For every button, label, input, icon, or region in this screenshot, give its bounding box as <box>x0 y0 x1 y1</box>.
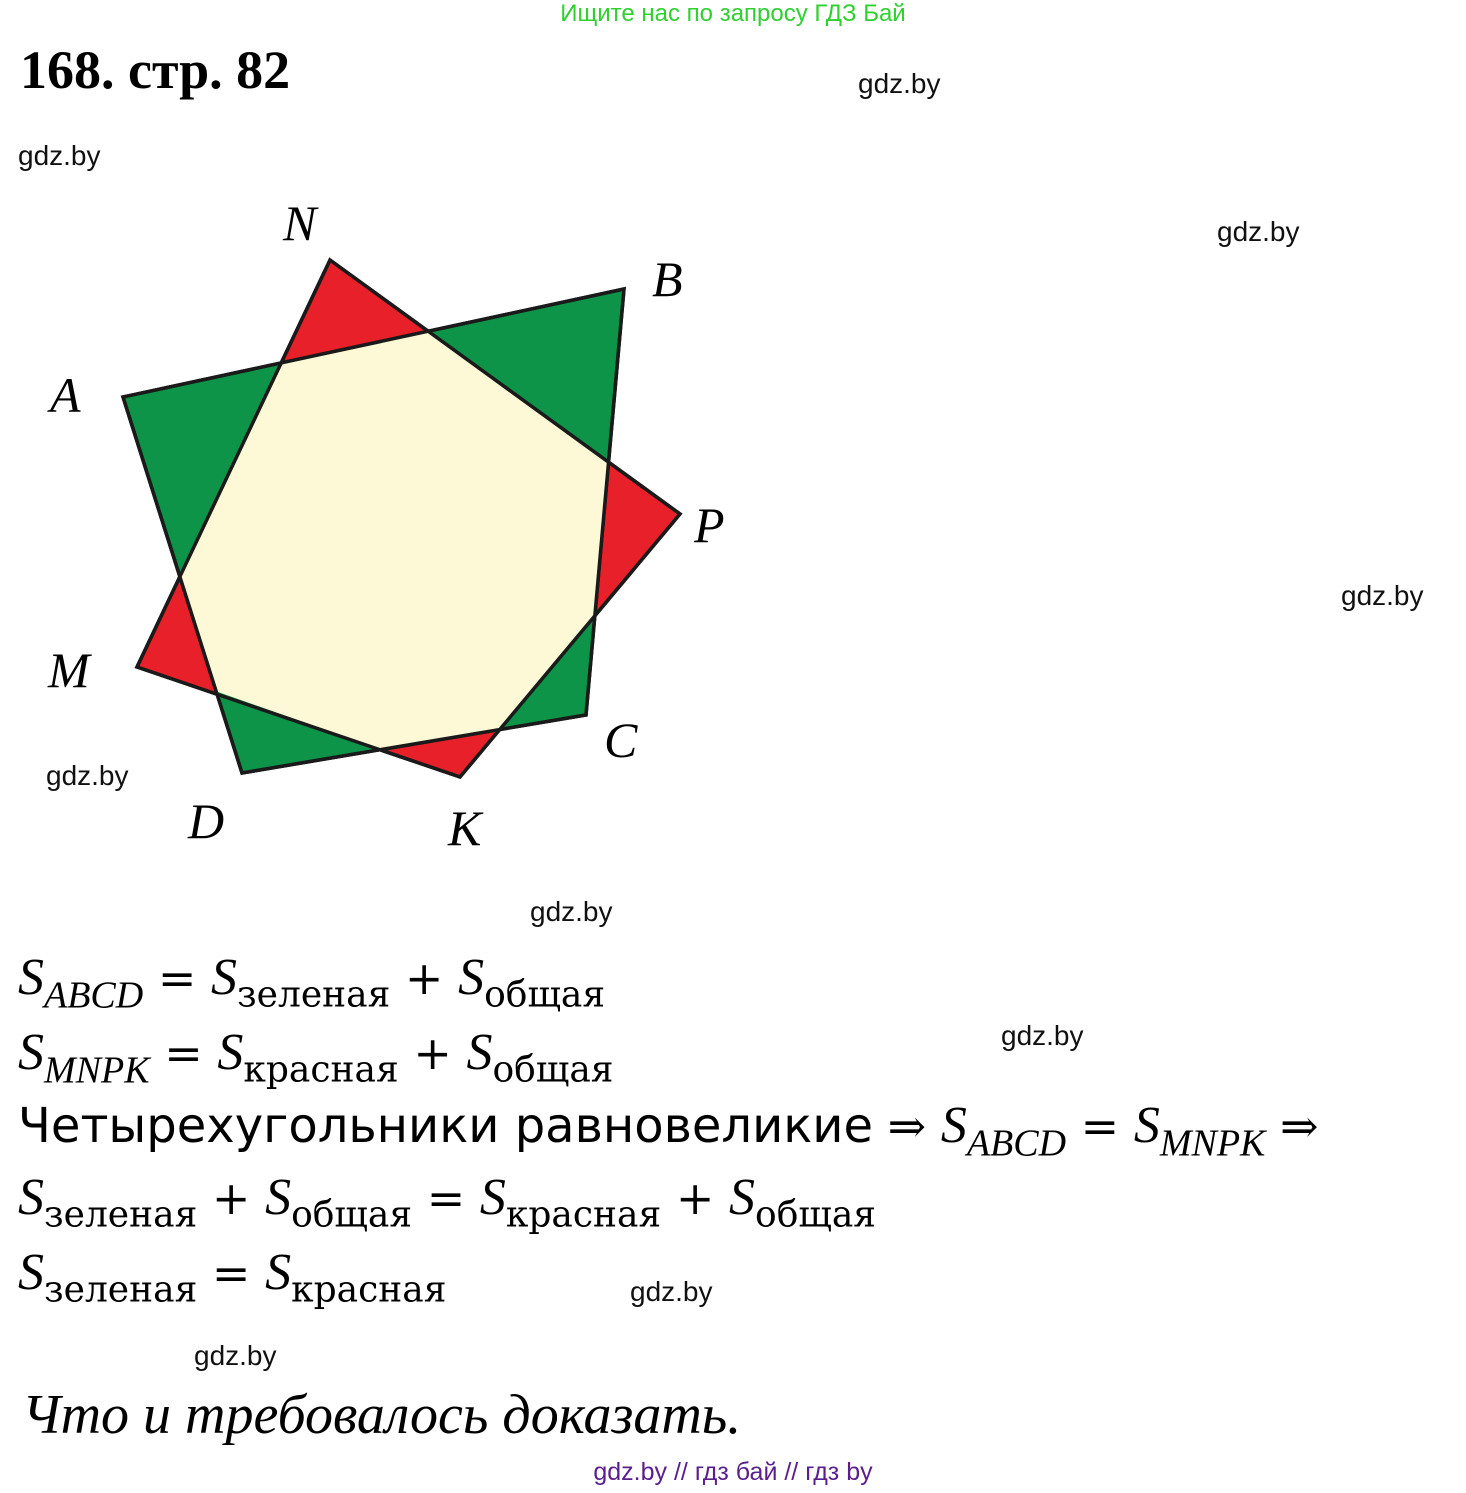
task-title: 168. стр. 82 <box>20 40 291 100</box>
formula-line-4: $S_{зеленая} + S_{общая} = S_{красная} + S_{общая}$ <box>18 1169 877 1236</box>
footer-links[interactable]: gdz.by // гдз бай // гдз by <box>593 1458 873 1486</box>
vertex-label-c: C <box>604 712 638 768</box>
vertex-label-a: A <box>50 367 81 423</box>
watermark: gdz.by <box>1217 216 1300 247</box>
vertex-label-k: K <box>448 800 482 856</box>
watermark: gdz.by <box>1341 580 1424 611</box>
vertex-label-n: N <box>283 195 317 251</box>
watermark: gdz.by <box>630 1276 713 1307</box>
formula-line-1: $S_{ABCD} = S_{зеленая} + S_{общая}$ <box>18 949 606 1017</box>
quadrilaterals-figure <box>0 0 900 880</box>
formula-line-3: Четырехугольники равновеликие ⇒ $S_{ABCD} = S_{MNPK}$ ⇒ <box>18 1097 1319 1165</box>
search-banner: Ищите нас по запросу ГДЗ Бай <box>560 0 906 27</box>
watermark: gdz.by <box>858 68 941 99</box>
watermark: gdz.by <box>18 140 101 171</box>
watermark: gdz.by <box>194 1340 277 1371</box>
vertex-label-d: D <box>188 793 225 849</box>
vertex-label-p: P <box>694 497 725 553</box>
watermark: gdz.by <box>1001 1020 1084 1051</box>
watermark: gdz.by <box>46 760 129 791</box>
vertex-label-b: B <box>652 251 683 307</box>
formula-line-2: $S_{MNPK} = S_{красная} + S_{общая}$ <box>18 1024 614 1092</box>
conclusion-text: Что и требовалось доказать. <box>22 1384 742 1446</box>
vertex-label-m: M <box>48 642 90 698</box>
watermark: gdz.by <box>530 896 613 927</box>
formula-line-5: $S_{зеленая} = S_{красная}$ <box>18 1244 447 1311</box>
